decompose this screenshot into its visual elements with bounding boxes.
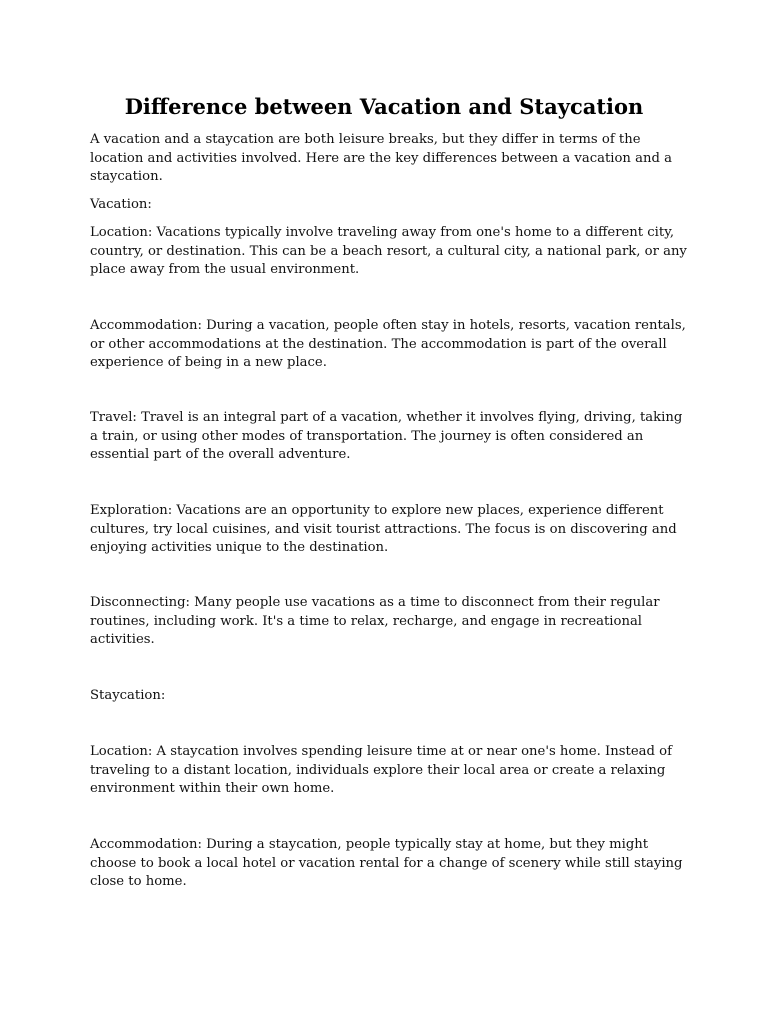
vacation-exploration-paragraph: Exploration: Vacations are an opportunity to explore new places, experience different cultures, try local cuisines, and visit tourist attractions. The focus is on discovering and enjoying activities unique to the destination. [90,503,677,555]
staycation-location-paragraph: Location: A staycation involves spending leisure time at or near one's home. Instead of traveling to a distant location, individuals explore their local area or create a relaxing environment within their own home. [90,744,672,796]
vacation-location-paragraph: Location: Vacations typically involve traveling away from one's home to a different city, country, or destination. This can be a beach resort, a cultural city, a national park, or any place away from the usual environment. [90,225,687,277]
vacation-travel-paragraph: Travel: Travel is an integral part of a vacation, whether it involves flying, driving, taking a train, or using other modes of transportation. The journey is often considered an essential part of the overall adventure. [90,410,683,462]
vacation-disconnecting-paragraph: Disconnecting: Many people use vacations as a time to disconnect from their regular routines, including work. It's a time to relax, recharge, and engage in recreational activities. [90,595,660,647]
staycation-accommodation-paragraph: Accommodation: During a staycation, people typically stay at home, but they might choose to book a local hotel or vacation rental for a change of scenery while still staying close to home. [90,837,683,889]
intro-paragraph: A vacation and a staycation are both leisure breaks, but they differ in terms of the location and activities involved. Here are the key differences between a vacation and a staycation. [90,132,672,184]
vacation-heading: Vacation: [90,197,152,212]
document-title: Difference between Vacation and Staycation [124,94,644,119]
vacation-accommodation-paragraph: Accommodation: During a vacation, people often stay in hotels, resorts, vacation rentals, or other accommodations at the destination. The accommodation is part of the overall experience of being in a new place. [90,318,686,370]
staycation-heading: Staycation: [90,688,166,703]
